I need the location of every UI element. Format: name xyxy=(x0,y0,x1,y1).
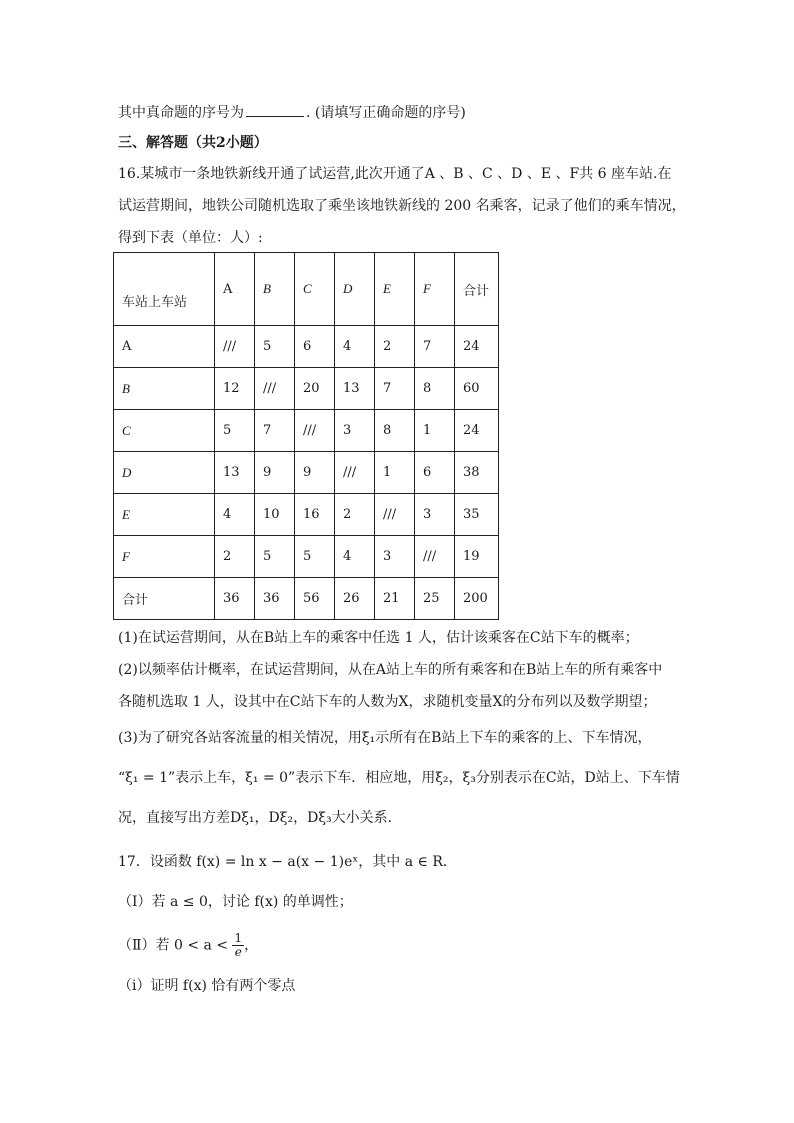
table-cell: 56 xyxy=(295,578,335,620)
row-label: F xyxy=(114,536,215,578)
table-cell: /// xyxy=(255,368,295,410)
col-header: B xyxy=(255,253,295,326)
row-label: B xyxy=(114,368,215,410)
q16-intro-2: 试运营期间，地铁公司随机选取了乘坐该地铁新线的 200 名乘客，记录了他们的乘车情况， xyxy=(118,198,686,214)
table-cell: 25 xyxy=(415,578,455,620)
table-cell: 6 xyxy=(295,326,335,368)
table-cell: /// xyxy=(215,326,255,368)
q17-part2-prefix: （Ⅱ）若 0 < a < xyxy=(118,937,229,954)
col-header: F xyxy=(415,253,455,326)
table-cell: 20 xyxy=(295,368,335,410)
row-label: E xyxy=(114,494,215,536)
table-cell: 3 xyxy=(415,494,455,536)
table-cell: 6 xyxy=(415,452,455,494)
table-cell: 3 xyxy=(335,410,375,452)
q16-part3-c: 况，直接写出方差Dξ₁，Dξ₂，Dξ₃大小关系． xyxy=(118,810,402,826)
row-label: A xyxy=(114,326,215,368)
table-cell: 19 xyxy=(455,536,499,578)
answer-blank[interactable] xyxy=(246,104,304,117)
col-header: C xyxy=(295,253,335,326)
table-cell: 200 xyxy=(455,578,499,620)
table-cell: 2 xyxy=(335,494,375,536)
table-cell: 24 xyxy=(455,326,499,368)
table-cell: 4 xyxy=(335,326,375,368)
table-cell: 5 xyxy=(255,536,295,578)
table-cell: /// xyxy=(375,494,415,536)
q17-stem: 17．设函数 f(x) = ln x − a(x − 1)eˣ，其中 a ∈ R． xyxy=(118,854,457,870)
q16-part2-a: (2)以频率估计概率，在试运营期间，从在A站上车的所有乘客和在B站上车的所有乘客中 xyxy=(118,662,663,678)
table-row xyxy=(114,326,499,368)
table-cell: 7 xyxy=(255,410,295,452)
fraction-one-over-e: $\frac{1}{e}$ xyxy=(234,931,243,959)
table-cell: 2 xyxy=(215,536,255,578)
table-cell: 12 xyxy=(215,368,255,410)
table-cell: 10 xyxy=(255,494,295,536)
fill-line-after: . (请填写正确命题的序号) xyxy=(306,105,466,121)
table-cell: 1 xyxy=(415,410,455,452)
table-cell: 1 xyxy=(375,452,415,494)
table-cell: 7 xyxy=(415,326,455,368)
table-cell: 13 xyxy=(215,452,255,494)
table-cell: /// xyxy=(415,536,455,578)
table-cell: 5 xyxy=(215,410,255,452)
table-cell: 13 xyxy=(335,368,375,410)
row-label: D xyxy=(114,452,215,494)
q16-intro-1: 16.某城市一条地铁新线开通了试运营,此次开通了A 、B 、C 、D 、E 、F共 6 座车站.在 xyxy=(118,166,672,182)
table-cell: 4 xyxy=(335,536,375,578)
q17-part2-i: （i）证明 f(x) 恰有两个零点 xyxy=(118,978,296,994)
col-header: A xyxy=(215,253,255,326)
col-header: E xyxy=(375,253,415,326)
q16-part3-a: (3)为了研究各站客流量的相关情况，用ξ₁示所有在B站上下车的乘客的上、下车情况， xyxy=(118,730,652,746)
table-row xyxy=(114,452,499,494)
q17-part2-suffix: ， xyxy=(244,937,259,954)
table-cell: 9 xyxy=(295,452,335,494)
table-cell: 8 xyxy=(375,410,415,452)
table-cell: 3 xyxy=(375,536,415,578)
fill-line-before: 其中真命题的序号为 xyxy=(118,105,244,121)
section-heading: 三、解答题（共2小题） xyxy=(118,135,268,151)
table-cell: 60 xyxy=(455,368,499,410)
table-cell: 16 xyxy=(295,494,335,536)
table-cell: 21 xyxy=(375,578,415,620)
table-cell: 26 xyxy=(335,578,375,620)
table-cell: /// xyxy=(335,452,375,494)
table-cell: 38 xyxy=(455,452,499,494)
q16-part3-b: “ξ₁ = 1”表示上车，ξ₁ = 0”表示下车．相应地，用ξ₂，ξ₃分别表示在C站，D站上、下车情 xyxy=(118,770,680,786)
table-body xyxy=(114,326,499,620)
q17-part2 xyxy=(118,932,258,959)
q16-part1: (1)在试运营期间，从在B站上车的乘客中任选 1 人，估计该乘客在C站下车的概率； xyxy=(118,630,639,646)
table-cell: 7 xyxy=(375,368,415,410)
q16-intro-3: 得到下表（单位：人）: xyxy=(118,230,263,246)
table-row xyxy=(114,410,499,452)
table-row xyxy=(114,536,499,578)
table-cell: 5 xyxy=(255,326,295,368)
q17-part1: （Ⅰ）若 a ≤ 0，讨论 f(x) 的单调性； xyxy=(118,894,353,910)
table-cell: 5 xyxy=(295,536,335,578)
table-cell: 36 xyxy=(215,578,255,620)
row-label: C xyxy=(114,410,215,452)
row-label: 合计 xyxy=(114,578,215,620)
table-header-row xyxy=(114,253,499,326)
col-header: 合计 xyxy=(455,253,499,326)
table-cell: 8 xyxy=(415,368,455,410)
table-cell: /// xyxy=(295,410,335,452)
table-row xyxy=(114,578,499,620)
table-row xyxy=(114,494,499,536)
table-cell: 2 xyxy=(375,326,415,368)
table-cell: 24 xyxy=(455,410,499,452)
fill-in-question xyxy=(118,103,466,123)
table-cell: 4 xyxy=(215,494,255,536)
ridership-table xyxy=(113,252,499,620)
table-cell: 9 xyxy=(255,452,295,494)
table-corner: 车站上车站 xyxy=(114,253,215,326)
table-cell: 36 xyxy=(255,578,295,620)
col-header: D xyxy=(335,253,375,326)
q16-part2-b: 各随机选取 1 人，设其中在C站下车的人数为X，求随机变量X的分布列以及数学期望； xyxy=(118,694,657,710)
table-row xyxy=(114,368,499,410)
table-cell: 35 xyxy=(455,494,499,536)
